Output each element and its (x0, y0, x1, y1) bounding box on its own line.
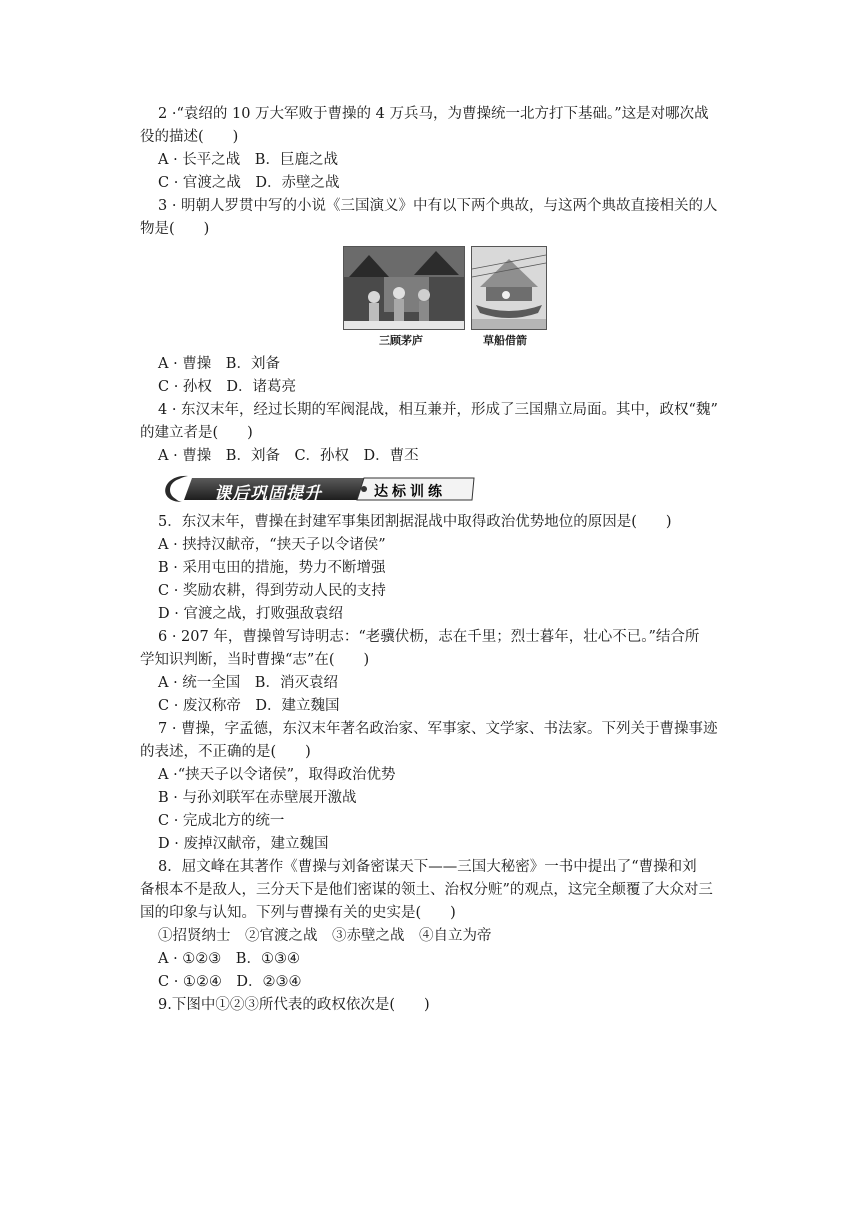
q3-stem-line1: 3 · 明朝人罗贯中写的小说《三国演义》中有以下两个典故，与这两个典故直接相关的人 (158, 198, 718, 214)
q8-items: ①招贤纳士 ②官渡之战 ③赤壁之战 ④自立为帝 (158, 928, 492, 944)
q3-stem-line2: 物是( ) (140, 221, 210, 237)
q8-stem-line2: 备根本不是敌人，三分天下是他们密谋的领土、治权分赃”的观点，这完全颠覆了大众对三 (140, 882, 713, 898)
q3-options-ab: A · 曹操 B．刘备 (158, 356, 280, 372)
q6-options-cd: C · 废汉称帝 D．建立魏国 (158, 698, 340, 714)
q8-stem-line3: 国的印象与认知。下列与曹操有关的史实是( ) (140, 905, 456, 921)
q8-options-ab: A · ①②③ B．①③④ (158, 951, 300, 967)
straw-boats-illustration (471, 246, 547, 330)
q9-stem: 9.下图中①②③所代表的政权依次是( ) (158, 997, 430, 1013)
q2-stem-line1: 2 ·“袁绍的 10 万大军败于曹操的 4 万兵马，为曹操统一北方打下基础。”这是对哪次战 (158, 106, 709, 122)
q5-stem: 5．东汉末年，曹操在封建军事集团割据混战中取得政治优势地位的原因是( ) (158, 514, 672, 530)
q7-stem-line1: 7 · 曹操，字孟德，东汉末年著名政治家、军事家、文学家、书法家。下列关于曹操事迹 (158, 721, 718, 737)
q7-stem-line2: 的表述，不正确的是( ) (140, 744, 311, 760)
banner-title: 课后巩固提升 (214, 484, 322, 504)
q5-option-c: C · 奖励农耕，得到劳动人民的支持 (158, 583, 386, 599)
caption-three-visits: 三顾茅庐 (379, 334, 423, 347)
q4-stem-line1: 4 · 东汉末年，经过长期的军阀混战，相互兼并，形成了三国鼎立局面。其中，政权“魏” (158, 402, 718, 418)
q2-stem-line2: 役的描述( ) (140, 129, 239, 145)
q2-options-ab: A · 长平之战 B．巨鹿之战 (158, 152, 338, 168)
q6-options-ab: A · 统一全国 B．消灭袁绍 (158, 675, 338, 691)
caption-straw-boats: 草船借箭 (483, 334, 527, 347)
q8-options-cd: C · ①②④ D．②③④ (158, 974, 302, 990)
q6-stem-line1: 6 · 207 年，曹操曾写诗明志：“老骥伏枥，志在千里；烈士暮年，壮心不已。”结合所 (158, 629, 700, 645)
q6-stem-line2: 学知识判断，当时曹操“志”在( ) (140, 652, 370, 668)
q7-option-b: B · 与孙刘联军在赤壁展开激战 (158, 790, 357, 806)
q5-option-d: D · 官渡之战，打败强敌袁绍 (158, 606, 343, 622)
q5-option-b: B · 采用屯田的措施，势力不断增强 (158, 560, 386, 576)
q3-images (343, 246, 553, 346)
q3-options-cd: C · 孙权 D．诸葛亮 (158, 379, 297, 395)
q7-option-d: D · 废掉汉献帝，建立魏国 (158, 836, 329, 852)
banner-subtitle: 达标训练 (374, 484, 446, 500)
q2-options-cd: C · 官渡之战 D．赤壁之战 (158, 175, 340, 191)
q4-options: A · 曹操 B．刘备 C．孙权 D．曹丕 (158, 448, 419, 464)
q8-stem-line1: 8．屈文峰在其著作《曹操与刘备密谋天下——三国大秘密》一书中提出了“曹操和刘 (158, 859, 697, 875)
q7-option-c: C · 完成北方的统一 (158, 813, 285, 829)
q5-option-a: A · 挟持汉献帝，“挟天子以令诸侯” (158, 537, 386, 553)
three-visits-illustration (343, 246, 465, 330)
section-banner (152, 472, 477, 506)
q7-option-a: A ·“挟天子以令诸侯”，取得政治优势 (158, 767, 396, 783)
q4-stem-line2: 的建立者是( ) (140, 425, 253, 441)
